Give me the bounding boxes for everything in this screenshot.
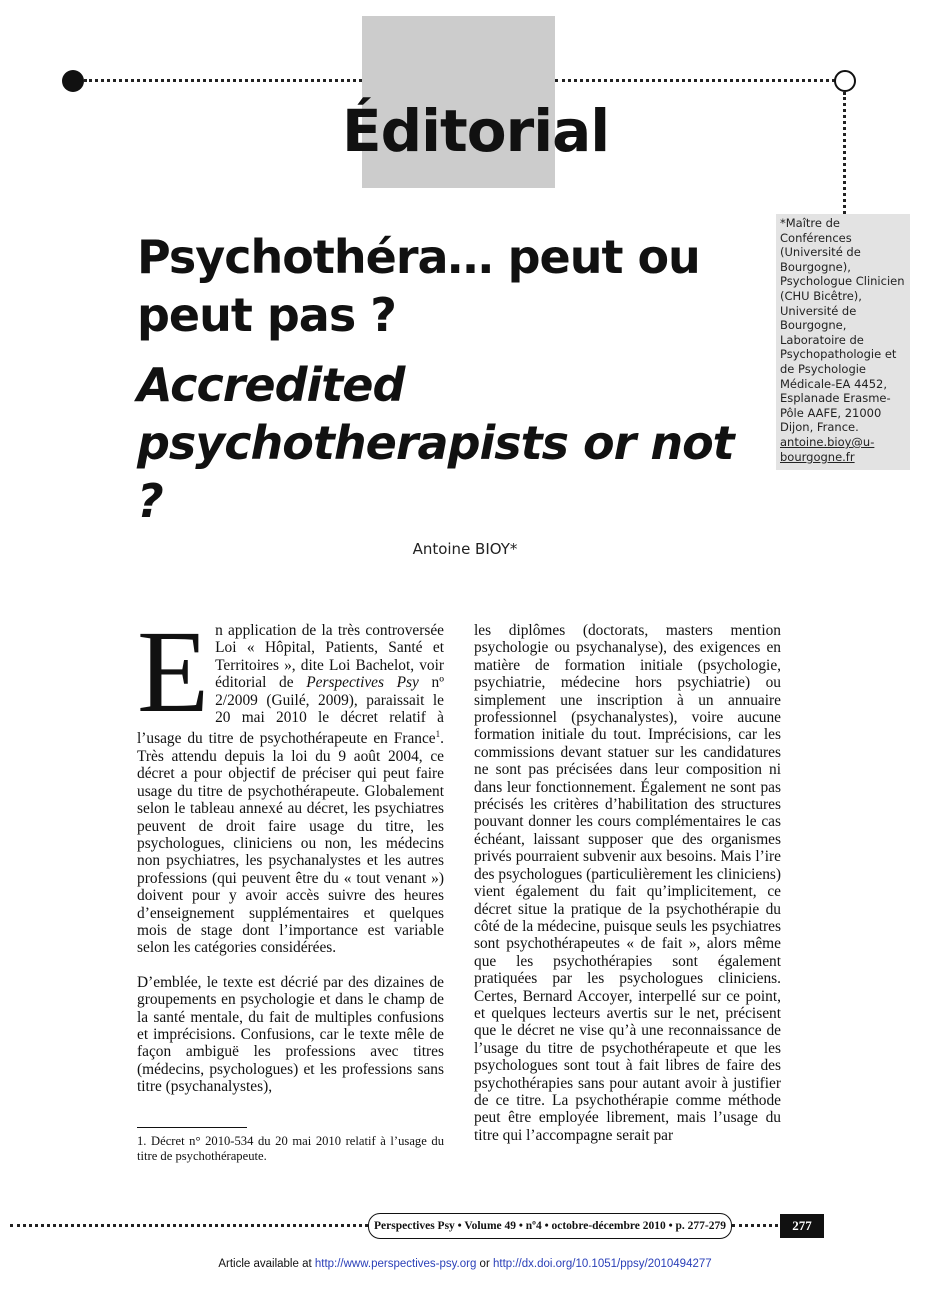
body-paragraph: les diplômes (doctorats, masters mention psychologie ou psychanalyse), des exigences en matière de formation initiale (psychologie, psychiatrie, médecine hors psychiatrie) ou simplement une inscription à un annuaire professionnel (psychanalystes), voire aucune formation initiale du tout. Imprécisions, car les commissions devant statuer sur les candidatures ne sont pas précisées dans leur composition ni dans leur fonctionnement. Également ne sont pas précisés les critères d’habilitation des structures pouvant donner les cours complémentaires le cas échéant, laissant supposer que des organismes privés pourraient subvenir aux besoins. Mais l’ire des psychologues (particulièrement les cliniciens) vient également du fait qu’implicitement, ce décret situe la pratique de la psychothérapie du côté de la médecine, puisque seuls les psychiatres sont psychothérapeutes « de fait », alors même que les psychothérapies sont également pratiquées par les psychologues cliniciens. Certes, Bernard Accoyer, interpellé sur ce point, et quelques lecteurs avertis sur le net, précisent que le décret ne vise qu’à une reconnaissance de l’usage du titre de psychothérapeute et que les psychologues sont tout à fait libres de faire des psychothérapies sans pour autant avoir à justifier de ce titre. La psychothérapie comme méthode peut être employée librement, mais l’usage du titre qui l’accompagne serait par [474,622,781,1144]
filled-circle-ornament [62,70,84,92]
footnote-reference[interactable]: 1 [435,729,441,740]
body-column-right [474,622,781,1144]
header-dotted-rule-right [555,79,835,82]
article-title-french: Psychothéra… peut ou peut pas ? [137,230,700,342]
body-column-left [137,606,444,1096]
paragraph-text: . Très attendu depuis la loi du 9 août 2004, ce décret a pour objectif de préciser qui peut faire usage du titre de psychothérapeute. Globalement selon le tableau annexé au décret, les psychiatres peuvent de droit faire usage du titre, les psychologues, cliniciens ou non, les médecins non psychiatres, les psychanalystes et les autres professions (qui peuvent être du « tout venant ») doivent pour y avoir accès suivre des heures d’enseignement supplémentaires et quelques mois de stage dont l’importance est variable selon les catégories considérées. [137,730,444,957]
author-name: Antoine BIOY* [412,540,518,558]
footnote-rule [137,1127,247,1128]
paragraph-text: nº 2/2009 (Guilé, 2009), paraissait le 20 mai 2010 le décret relatif à l’usage du titre de psychothérapeute en France [137,674,444,748]
affiliation-text: *Maître de Conférences (Université de Bourgogne), Psychologue Clinicien (CHU Bicêtre), Université de Bourgogne, Laboratoire de Psychopathologie et de Psychologie Médicale-EA 4452, Esplanade Erasme-Pôle AAFE, 21000 Dijon, France. [780,216,905,435]
page-number: 277 [780,1214,824,1238]
footer-dotted-rule-right [732,1224,778,1227]
drop-cap: E [137,606,210,737]
section-label: Éditorial [342,97,610,165]
journal-name: Perspectives Psy [306,674,419,692]
footer-dotted-rule-left [10,1224,368,1227]
header-dotted-rule-vertical [843,92,846,214]
header-dotted-rule-left [84,79,362,82]
journal-citation: Perspectives Psy • Volume 49 • nº4 • octobre-décembre 2010 • p. 277-279 [368,1213,732,1239]
author-email-link[interactable]: antoine.bioy@u-bourgogne.fr [780,434,875,464]
article-title-english: Accredited psychotherapists or not ? [137,358,734,528]
affiliation-note [780,216,908,464]
body-paragraph: D’emblée, le texte est décrié par des dizaines de groupements en psychologie et dans le champ de la santé mentale, du fait de multiples confusions et imprécisions. Confusions, car le texte mêle de façon ambiguë les professions avec titres (médecins, psychologues) et les professions sans titre (psychanalystes), [137,973,444,1096]
footnote: 1. Décret n° 2010-534 du 20 mai 2010 relatif à l’usage du titre de psychothérapeute. [137,1134,444,1163]
availability-line [0,1258,930,1270]
availability-prefix: Article available at [218,1258,315,1270]
doi-link[interactable]: http://dx.doi.org/10.1051/ppsy/2010494277 [492,1258,712,1270]
hollow-circle-ornament [834,70,856,92]
body-paragraph [137,606,444,957]
availability-connector: or [476,1258,493,1270]
journal-website-link[interactable]: http://www.perspectives-psy.org [314,1258,477,1270]
paragraph-text: n application de la très controversée Loi « Hôpital, Patients, Santé et Territoires », dite Loi Bachelot, voir éditorial de [215,622,444,692]
